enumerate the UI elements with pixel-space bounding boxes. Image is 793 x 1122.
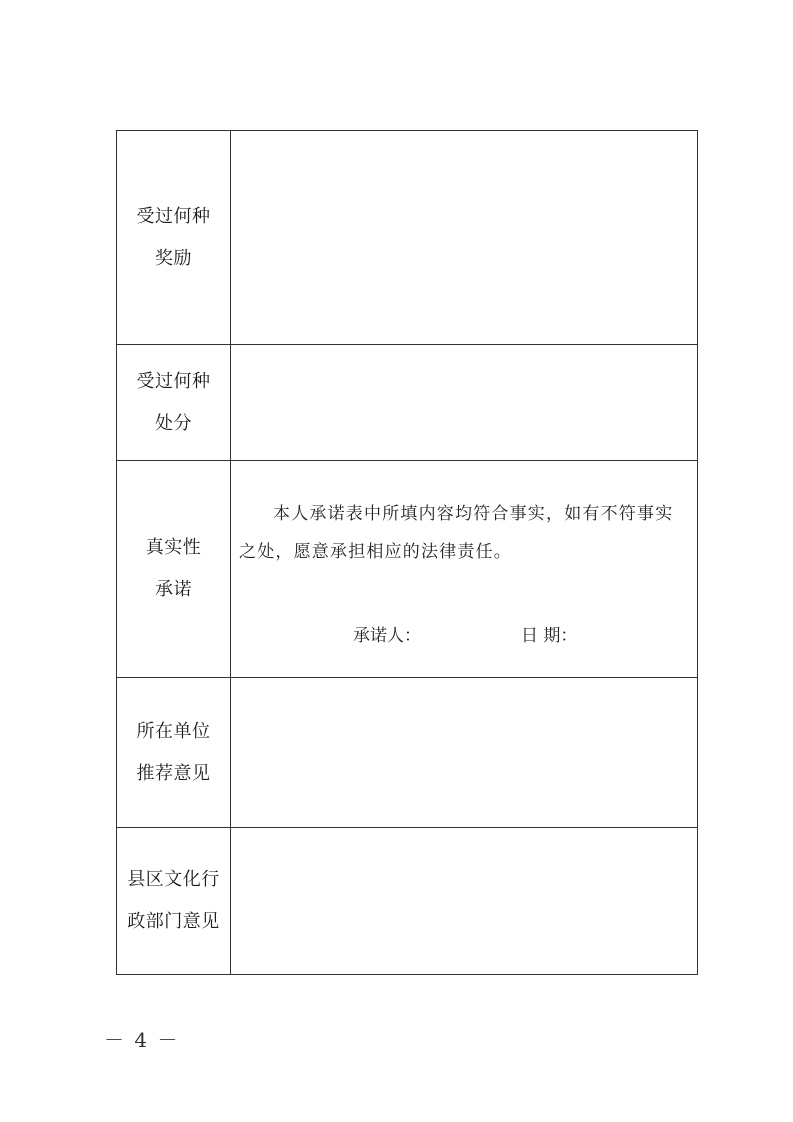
commitment-label-cell: [117, 461, 231, 678]
dept-opinion-label-line-2: 政部门意见: [127, 911, 220, 932]
punishment-label-line-1: 受过何种: [136, 370, 211, 392]
dept-opinion-label-line-1: 县区文化行: [127, 869, 220, 890]
unit-opinion-label-cell: [117, 678, 231, 828]
application-form-table: [116, 130, 698, 975]
signer-label[interactable]: 承诺人：: [353, 626, 421, 646]
commitment-label-line-2: 承诺: [155, 579, 192, 600]
awards-label-line-2: 奖励: [155, 247, 192, 269]
awards-field[interactable]: [231, 131, 698, 345]
table-row: [117, 131, 698, 345]
punishment-field[interactable]: [231, 345, 698, 461]
table-row: [117, 461, 698, 678]
punishment-label-cell: [117, 345, 231, 461]
table-row: [117, 828, 698, 975]
table-row: [117, 345, 698, 461]
punishment-label-line-2: 处分: [155, 412, 192, 434]
dept-opinion-field[interactable]: [231, 828, 698, 975]
page-number: － 4 －: [104, 1028, 180, 1052]
commitment-label-line-1: 真实性: [145, 537, 202, 558]
commitment-statement: 本人承诺表中所填内容均符合事实，如有不符事实之处，愿意承担相应的法律责任。: [239, 504, 674, 562]
unit-opinion-label-line-2: 推荐意见: [136, 762, 211, 784]
date-label[interactable]: 日 期：: [521, 626, 578, 646]
unit-opinion-field[interactable]: [231, 678, 698, 828]
table-row: [117, 678, 698, 828]
unit-opinion-label-line-1: 所在单位: [136, 720, 211, 742]
commitment-cell: [231, 461, 698, 678]
dept-opinion-label-cell: [117, 828, 231, 975]
awards-label-cell: [117, 131, 231, 345]
awards-label-line-1: 受过何种: [136, 205, 211, 227]
